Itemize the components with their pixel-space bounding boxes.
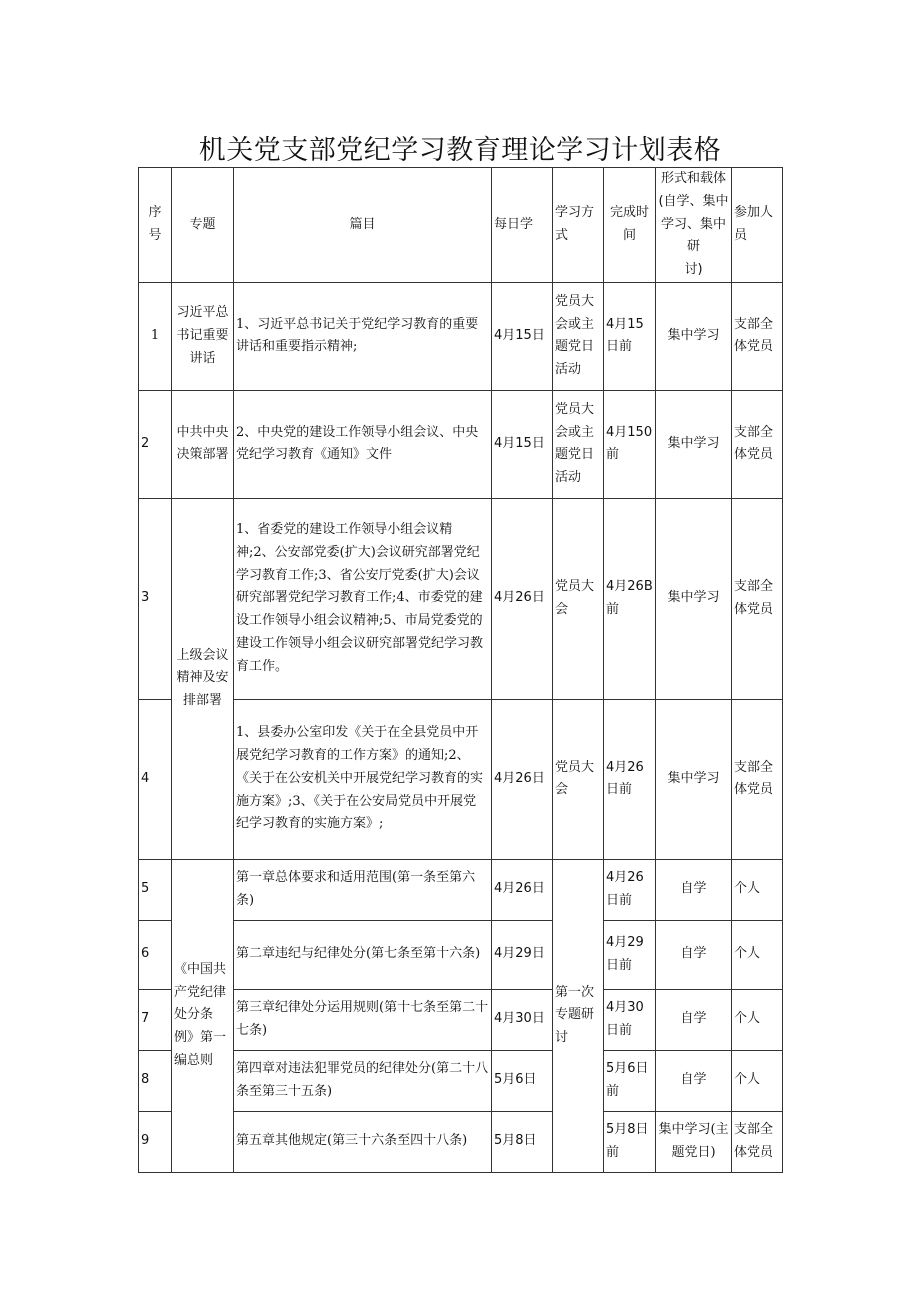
row-topic: 习近平总书记重要讲话 xyxy=(172,282,234,390)
row-deadline: 4月150前 xyxy=(604,390,656,498)
row-seq: 4 xyxy=(139,699,172,859)
row-form: 集中学习(主题党日) xyxy=(656,1111,732,1172)
table-row xyxy=(139,498,783,699)
row-form: 集中学习 xyxy=(656,498,732,699)
row-date: 4月26日 xyxy=(492,498,553,699)
row-form: 集中学习 xyxy=(656,282,732,390)
row-seq: 9 xyxy=(139,1111,172,1172)
row-seq: 5 xyxy=(139,859,172,920)
table-row xyxy=(139,920,783,989)
row-seq: 1 xyxy=(139,282,172,390)
header-participants: 参加人员 xyxy=(732,168,783,283)
header-method: 学习方式 xyxy=(553,168,604,283)
row-content: 第五章其他规定(第三十六条至四十八条) xyxy=(234,1111,492,1172)
table-row xyxy=(139,989,783,1050)
row-form: 自学 xyxy=(656,1050,732,1111)
row-participants: 支部全体党员 xyxy=(732,282,783,390)
row-date: 4月29日 xyxy=(492,920,553,989)
row-deadline: 4月26日前 xyxy=(604,699,656,859)
row-form: 自学 xyxy=(656,920,732,989)
row-seq: 7 xyxy=(139,989,172,1050)
table-row xyxy=(139,699,783,859)
row-form: 自学 xyxy=(656,989,732,1050)
study-plan-table xyxy=(138,167,783,1173)
row-content: 1、省委党的建设工作领导小组会议精神;2、公安部党委(扩大)会议研究部署党纪学习教育工作;3、省公安厅党委(扩大)会议研究部署党纪学习教育工作;4、市委党的建设工作领导小组会议精神;5、市局党委党的建设工作领导小组会议研究部署党纪学习教育工作。 xyxy=(234,498,492,699)
table-row xyxy=(139,1050,783,1111)
row-form: 自学 xyxy=(656,859,732,920)
row-date: 4月15日 xyxy=(492,282,553,390)
header-chapter: 篇目 xyxy=(234,168,492,283)
row-content: 第一章总体要求和适用范围(第一条至第六条) xyxy=(234,859,492,920)
row-seq: 3 xyxy=(139,498,172,699)
row-topic: 中共中央决策部署 xyxy=(172,390,234,498)
table-row xyxy=(139,1111,783,1172)
row-method: 党员大会 xyxy=(553,498,604,699)
row-participants: 支部全体党员 xyxy=(732,699,783,859)
table-row xyxy=(139,390,783,498)
row-form: 集中学习 xyxy=(656,390,732,498)
row-deadline: 4月30日前 xyxy=(604,989,656,1050)
row-deadline: 4月15日前 xyxy=(604,282,656,390)
header-seq: 序 号 xyxy=(139,168,172,283)
row-participants: 支部全体党员 xyxy=(732,390,783,498)
row-participants: 个人 xyxy=(732,1050,783,1111)
row-method: 第一次专题研讨 xyxy=(553,859,604,1172)
row-content: 第三章纪律处分运用规则(第十七条至第二十七条) xyxy=(234,989,492,1050)
row-deadline: 5月8日前 xyxy=(604,1111,656,1172)
row-seq: 8 xyxy=(139,1050,172,1111)
row-content: 2、中央党的建设工作领导小组会议、中央党纪学习教育《通知》文件 xyxy=(234,390,492,498)
header-deadline: 完成时间 xyxy=(604,168,656,283)
header-form: 形式和载体 (自学、集中 学习、集中研 讨) xyxy=(656,168,732,283)
row-method: 党员大会 xyxy=(553,699,604,859)
row-method: 党员大会或主题党日活动 xyxy=(553,390,604,498)
header-daily: 每日学 xyxy=(492,168,553,283)
header-topic: 专题 xyxy=(172,168,234,283)
header-row xyxy=(139,168,783,283)
table-row xyxy=(139,859,783,920)
row-date: 5月6日 xyxy=(492,1050,553,1111)
row-seq: 2 xyxy=(139,390,172,498)
row-form: 集中学习 xyxy=(656,699,732,859)
row-deadline: 4月26B前 xyxy=(604,498,656,699)
row-participants: 支部全体党员 xyxy=(732,498,783,699)
row-participants: 支部全体党员 xyxy=(732,1111,783,1172)
row-deadline: 4月26日前 xyxy=(604,859,656,920)
row-participants: 个人 xyxy=(732,989,783,1050)
row-date: 4月26日 xyxy=(492,859,553,920)
row-topic: 《中国共产党纪律处分条例》第一编总则 xyxy=(172,859,234,1172)
row-topic: 上级会议精神及安排部署 xyxy=(172,498,234,859)
page-title: 机关党支部党纪学习教育理论学习计划表格 xyxy=(198,135,722,166)
row-content: 1、习近平总书记关于党纪学习教育的重要讲话和重要指示精神; xyxy=(234,282,492,390)
row-content: 1、县委办公室印发《关于在全县党员中开展党纪学习教育的工作方案》的通知;2、《关于在公安机关中开展党纪学习教育的实施方案》;3、《关于在公安局党员中开展党纪学习教育的实施方案》; xyxy=(234,699,492,859)
row-date: 4月15日 xyxy=(492,390,553,498)
row-seq: 6 xyxy=(139,920,172,989)
row-deadline: 5月6日前 xyxy=(604,1050,656,1111)
row-content: 第二章违纪与纪律处分(第七条至第十六条) xyxy=(234,920,492,989)
row-deadline: 4月29日前 xyxy=(604,920,656,989)
row-participants: 个人 xyxy=(732,920,783,989)
row-method: 党员大会或主题党日活动 xyxy=(553,282,604,390)
table-row xyxy=(139,282,783,390)
row-content: 第四章对违法犯罪党员的纪律处分(第二十八条至第三十五条) xyxy=(234,1050,492,1111)
row-date: 5月8日 xyxy=(492,1111,553,1172)
row-participants: 个人 xyxy=(732,859,783,920)
row-date: 4月26日 xyxy=(492,699,553,859)
row-date: 4月30日 xyxy=(492,989,553,1050)
